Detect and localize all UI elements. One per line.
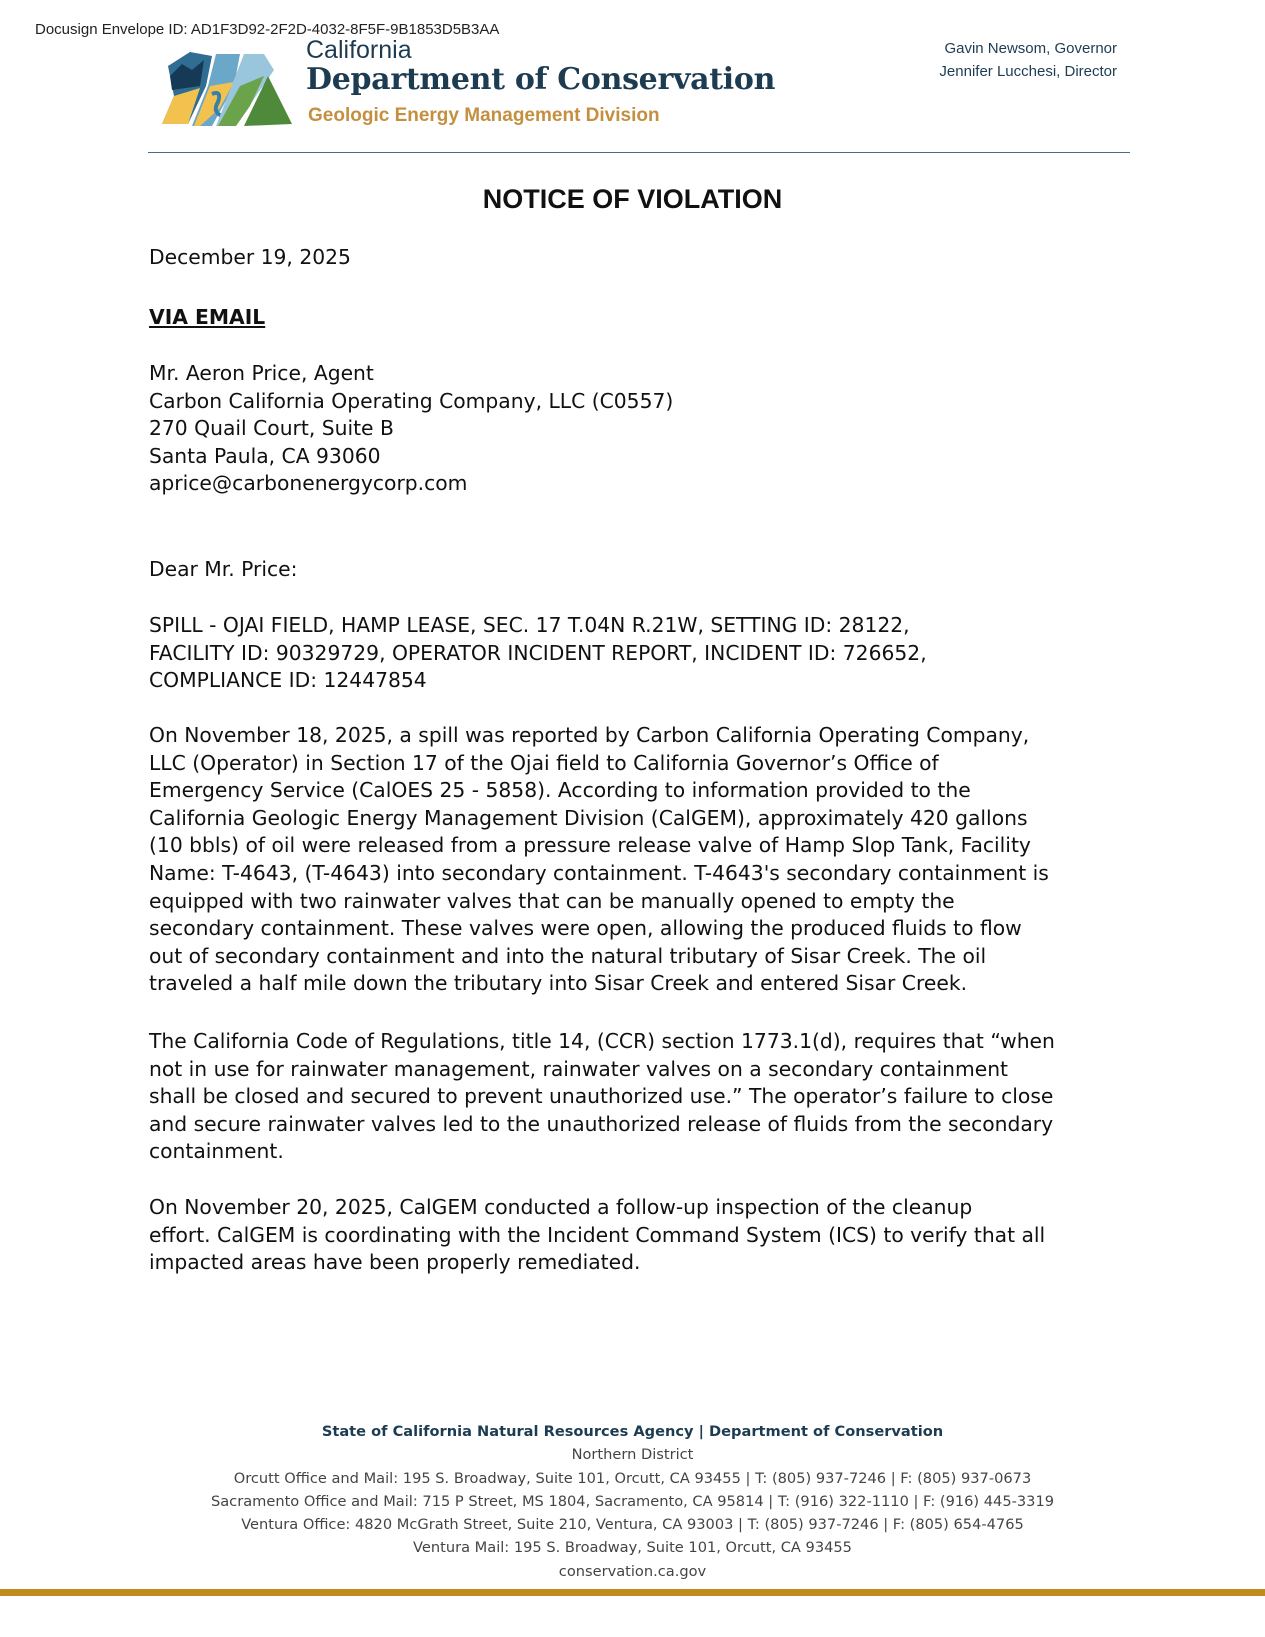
director: Jennifer Lucchesi, Director <box>939 63 1117 80</box>
paragraph-line: impacted areas have been properly remediated. <box>149 1250 641 1275</box>
salutation: Dear Mr. Price: <box>149 557 298 581</box>
address-line: aprice@carbonenergycorp.com <box>149 471 468 496</box>
footer <box>0 1420 1265 1583</box>
paragraph-line: Name: T-4643, (T-4643) into secondary containment. T-4643's secondary containment is <box>149 860 1049 885</box>
address-line: Carbon California Operating Company, LLC (C0557) <box>149 388 674 413</box>
address-line: 270 Quail Court, Suite B <box>149 416 394 441</box>
footer-office-line: Ventura Mail: 195 S. Broadway, Suite 101, Orcutt, CA 93455 <box>413 1539 852 1557</box>
footer-website: conservation.ca.gov <box>558 1562 707 1580</box>
header-divider <box>148 152 1130 153</box>
paragraph-line: On November 20, 2025, CalGEM conducted a follow-up inspection of the cleanup <box>149 1195 973 1219</box>
paragraph-follow-up <box>149 1194 1045 1277</box>
paragraph-line: (10 bbls) of oil were released from a pressure release valve of Hamp Slop Tank, Facility <box>149 833 1031 858</box>
subject-text-line: FACILITY ID: 90329729, OPERATOR INCIDENT REPORT, INCIDENT ID: 726652, <box>149 640 927 665</box>
footer-office-line: Sacramento Office and Mail: 715 P Street, MS 1804, Sacramento, CA 95814 | T: (916) 322-1110 | F: (916) 445-3319 <box>210 1492 1055 1510</box>
subject-text-line: COMPLIANCE ID: 12447854 <box>149 668 427 693</box>
letter-date: December 19, 2025 <box>149 245 351 269</box>
paragraph-line: LLC (Operator) in Section 17 of the Ojai field to California Governor’s Office of <box>149 750 939 775</box>
paragraph-line: The California Code of Regulations, title 14, (CCR) section 1773.1(d), requires that “when <box>149 1029 1055 1053</box>
paragraph-line: effort. CalGEM is coordinating with the Incident Command System (ICS) to verify that all <box>149 1222 1046 1247</box>
paragraph-line: equipped with two rainwater valves that can be manually opened to empty the <box>149 888 955 913</box>
docusign-envelope-id: Docusign Envelope ID: AD1F3D92-2F2D-4032-8F5F-9B1853D5B3AA <box>35 21 500 38</box>
recipient-address <box>149 360 673 498</box>
conservation-bear-logo <box>160 46 296 128</box>
governor: Gavin Newsom, Governor <box>944 40 1117 57</box>
paragraph-line: traveled a half mile down the tributary into Sisar Creek and entered Sisar Creek. <box>149 971 968 996</box>
paragraph-line: On November 18, 2025, a spill was reported by Carbon California Operating Company, <box>149 723 1030 747</box>
delivery-method: VIA EMAIL <box>149 305 266 329</box>
subject-text-line: SPILL - OJAI FIELD, HAMP LEASE, SEC. 17 T.04N R.21W, SETTING ID: 28122, <box>149 613 910 637</box>
org-department: Department of Conservation <box>306 62 776 97</box>
footer-gold-bar <box>0 1589 1265 1596</box>
paragraph-line: shall be closed and secured to prevent unauthorized use.” The operator’s failure to close <box>149 1084 1054 1109</box>
paragraph-line: and secure rainwater valves led to the unauthorized release of fluids from the secondary <box>149 1111 1054 1136</box>
subject-line <box>149 612 927 695</box>
org-state: California <box>306 36 412 64</box>
paragraph-line: out of secondary containment and into the natural tributary of Sisar Creek. The oil <box>149 943 987 968</box>
footer-office-line: Ventura Office: 4820 McGrath Street, Suite 210, Ventura, CA 93003 | T: (805) 937-7246 | F: (805) 654-4765 <box>241 1516 1024 1534</box>
paragraph-line: containment. <box>149 1139 284 1164</box>
paragraph-line: California Geologic Energy Management Division (CalGEM), approximately 420 gallons <box>149 805 1028 830</box>
paragraph-line: Emergency Service (CalOES 25 - 5858). According to information provided to the <box>149 778 971 803</box>
paragraph-regulation <box>149 1028 1055 1166</box>
address-line: Santa Paula, CA 93060 <box>149 443 381 468</box>
address-line: Mr. Aeron Price, Agent <box>149 361 374 385</box>
document-title: NOTICE OF VIOLATION <box>482 184 783 214</box>
footer-district: Northern District <box>571 1446 694 1464</box>
paragraph-spill-report <box>149 722 1049 998</box>
paragraph-line: secondary containment. These valves were open, allowing the produced fluids to flow <box>149 916 1022 941</box>
footer-agency: State of California Natural Resources Agency | Department of Conservation <box>321 1423 944 1440</box>
org-division: Geologic Energy Management Division <box>308 105 660 126</box>
footer-office-line: Orcutt Office and Mail: 195 S. Broadway, Suite 101, Orcutt, CA 93455 | T: (805) 937-7246 | F: (805) 937-0673 <box>233 1469 1032 1487</box>
officials <box>939 37 1117 83</box>
paragraph-line: not in use for rainwater management, rainwater valves on a secondary containment <box>149 1056 1009 1081</box>
